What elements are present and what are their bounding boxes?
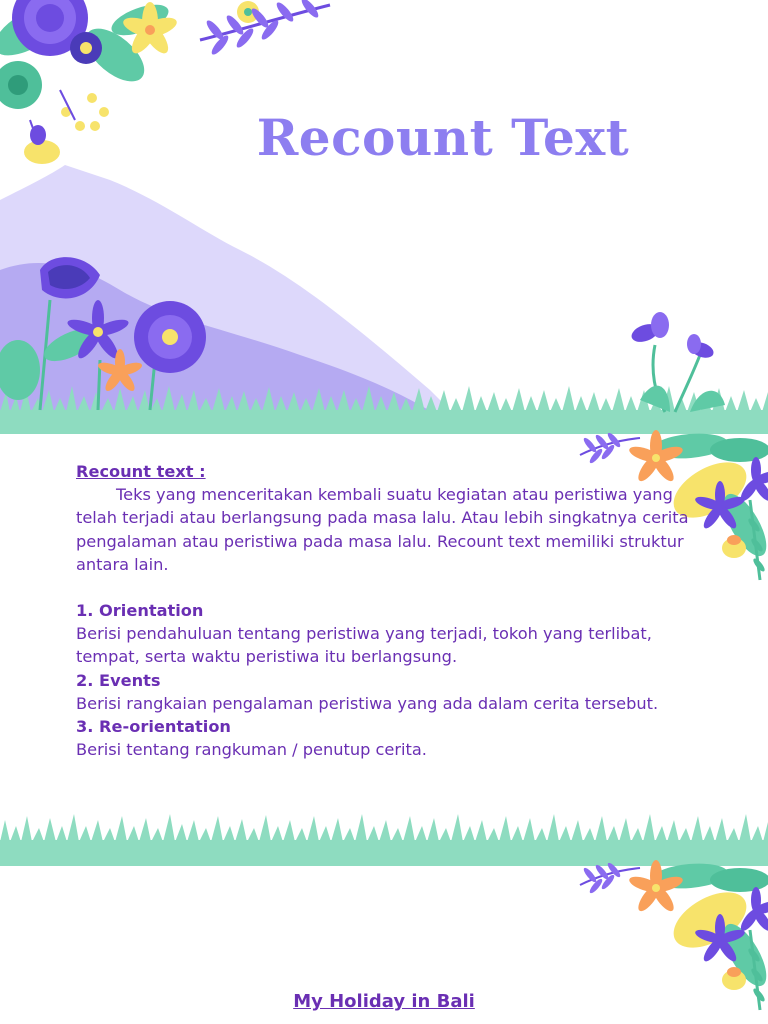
grass-strip-bottom bbox=[0, 814, 768, 866]
flower-group-violets-right bbox=[629, 312, 725, 412]
intro-paragraph: Teks yang menceritakan kembali suatu kegiatan atau peristiwa yang telah terjadi atau berlangsung pada masa lalu. Atau lebih singkatnya cerita pengalaman atau peristiwa pada masa lalu. Recount text memiliki struktur antara lain. bbox=[76, 485, 689, 574]
story-subtitle: My Holiday in Bali bbox=[293, 991, 475, 1012]
structure-heading-events: 2. Events bbox=[76, 670, 161, 690]
content-body bbox=[76, 460, 696, 761]
structure-text-orientation: Berisi pendahuluan tentang peristiwa yang terjadi, tokoh yang terlibat, tempat, serta waktu peristiwa itu berlangsung. bbox=[76, 624, 652, 667]
structure-heading-orientation: 1. Orientation bbox=[76, 601, 204, 621]
structure-text-reorientation: Berisi tentang rangkuman / penutup cerita. bbox=[76, 740, 427, 760]
structure-heading-reorientation: 3. Re-orientation bbox=[76, 717, 231, 737]
page-title: Recount Text bbox=[256, 108, 630, 167]
intro-heading: Recount text : bbox=[76, 462, 206, 481]
flower-cluster-right-bottom bbox=[580, 860, 768, 1010]
structure-text-events: Berisi rangkaian pengalaman peristiwa yang ada dalam cerita tersebut. bbox=[76, 693, 659, 713]
